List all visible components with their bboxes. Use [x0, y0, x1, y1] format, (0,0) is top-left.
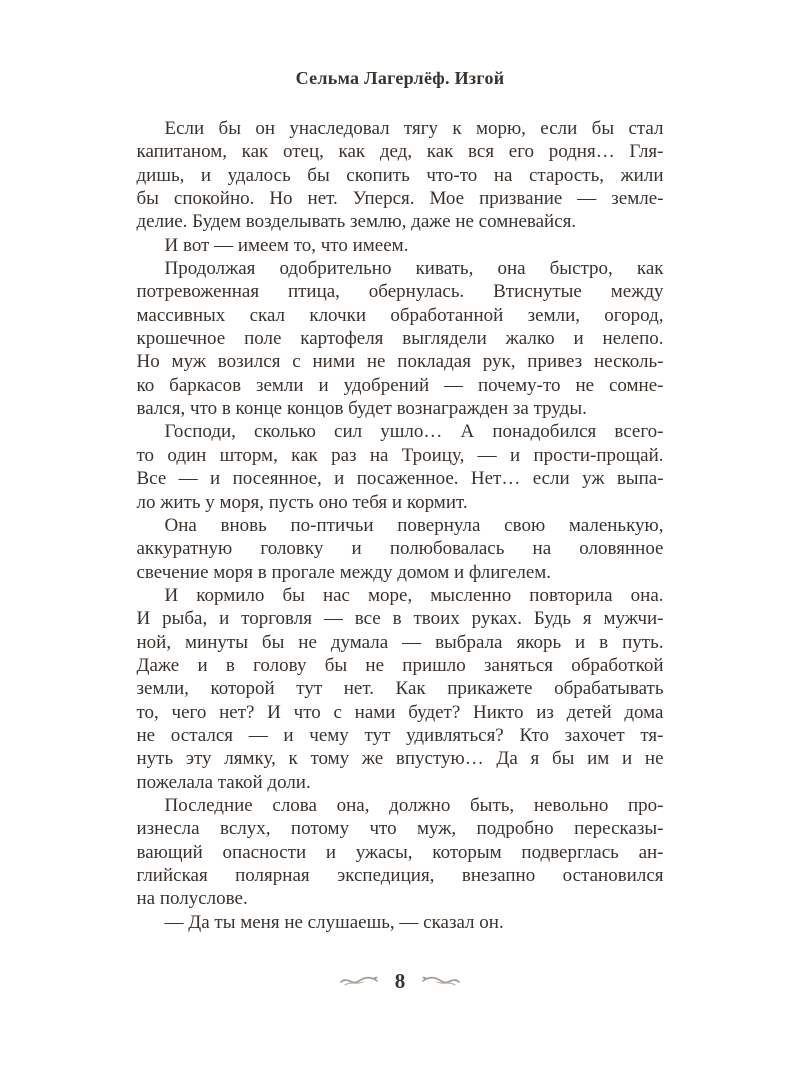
text-line: не остался — и чему тут удивляться? Кто захочет тя- — [136, 724, 664, 746]
text-line: делие. Будем возделывать землю, даже не сомневайся. — [136, 211, 577, 233]
text-line: И рыба, и торговля — все в твоих руках. Будь я мужчи- — [136, 608, 664, 630]
text-line: Она вновь по-птичьи повернула свою маленькую, — [164, 514, 664, 536]
paragraph — [137, 117, 664, 234]
text-line: вающий опасности и ужасы, которым подверглась ан- — [136, 841, 664, 863]
text-line: Но муж возился с ними не покладая рук, привез несколь- — [136, 351, 664, 373]
text-line: ло жить у моря, пусть оно тебя и кормит. — [136, 491, 468, 513]
paragraph — [137, 911, 664, 934]
text-line: — Да ты меня не слушаешь, — сказал он. — [164, 911, 504, 933]
text-line: Если бы он унаследовал тягу к морю, если бы стал — [164, 118, 664, 139]
text-line: глийская полярная экспедиция, внезапно остановился — [136, 865, 664, 886]
text-line: ко баркасов земли и удобрений — почему-то не сомне- — [136, 374, 664, 396]
text-line: Последние слова она, должно быть, невольно про- — [164, 794, 664, 816]
text-line: крошечное поле картофеля выглядели жалко и нелепо. — [136, 328, 664, 350]
text-line: Все — и посеянное, и посаженное. Нет… если уж выпа- — [136, 468, 664, 490]
text-line: массивных скал клочки обработанной земли, огород, — [136, 304, 664, 326]
page-number: 8 — [394, 968, 406, 993]
paragraph — [137, 794, 664, 911]
running-head: Сельма Лагерлёф. Изгой — [295, 68, 505, 88]
text-line: то один шторм, как раз на Троицу, — и прости-прощай. — [136, 444, 664, 466]
text-line: на полуслове. — [136, 888, 248, 910]
text-line: аккуратную головку и полюбовалась на оловянное — [136, 538, 664, 560]
text-line: И вот — имеем то, что имеем. — [164, 234, 409, 256]
text-line: вался, что в конце концов будет вознагражден за труды. — [136, 398, 587, 420]
text-line: земли, которой тут нет. Как прикажете обрабатывать — [136, 678, 664, 700]
text-line: потревоженная птица, обернулась. Втиснутые между — [136, 281, 664, 303]
text-line: изнесла вслух, потому что муж, подробно пересказы- — [136, 818, 664, 840]
text-block — [137, 117, 664, 934]
text-line: И кормило бы нас море, мысленно повторила она. — [164, 584, 664, 606]
text-line: нуть эту лямку, к тому же впустую… Да я бы им и не — [136, 748, 664, 770]
text-line: пожелала такой доли. — [136, 771, 311, 793]
paragraph — [137, 514, 664, 584]
text-line: бы спокойно. Но нет. Уперся. Мое призвание — земле- — [136, 188, 664, 210]
text-line: Продолжая одобрительно кивать, она быстро, как — [164, 258, 664, 280]
text-line: Даже и в голову бы не пришло заняться обработкой — [136, 654, 664, 676]
paragraph — [137, 234, 664, 257]
flourish-right-icon — [421, 973, 461, 989]
text-line: дишь, и удалось бы скопить что-то на старость, жили — [136, 164, 664, 186]
paragraph — [137, 257, 664, 420]
text-line: то, чего нет? И что с нами будет? Никто из детей дома — [136, 701, 664, 723]
paragraph — [137, 420, 664, 513]
page-footer — [0, 963, 800, 999]
paragraph — [137, 584, 664, 794]
text-line: капитаном, как отец, как дед, как вся его родня… Гля- — [136, 141, 664, 163]
text-line: свечение моря в прогале между домом и флигелем. — [136, 561, 552, 583]
text-line: Господи, сколько сил ушло… А понадобился всего- — [164, 421, 664, 443]
flourish-left-icon — [339, 973, 379, 989]
text-line: ной, минуты бы не думала — выбрала якорь и в путь. — [136, 631, 664, 653]
